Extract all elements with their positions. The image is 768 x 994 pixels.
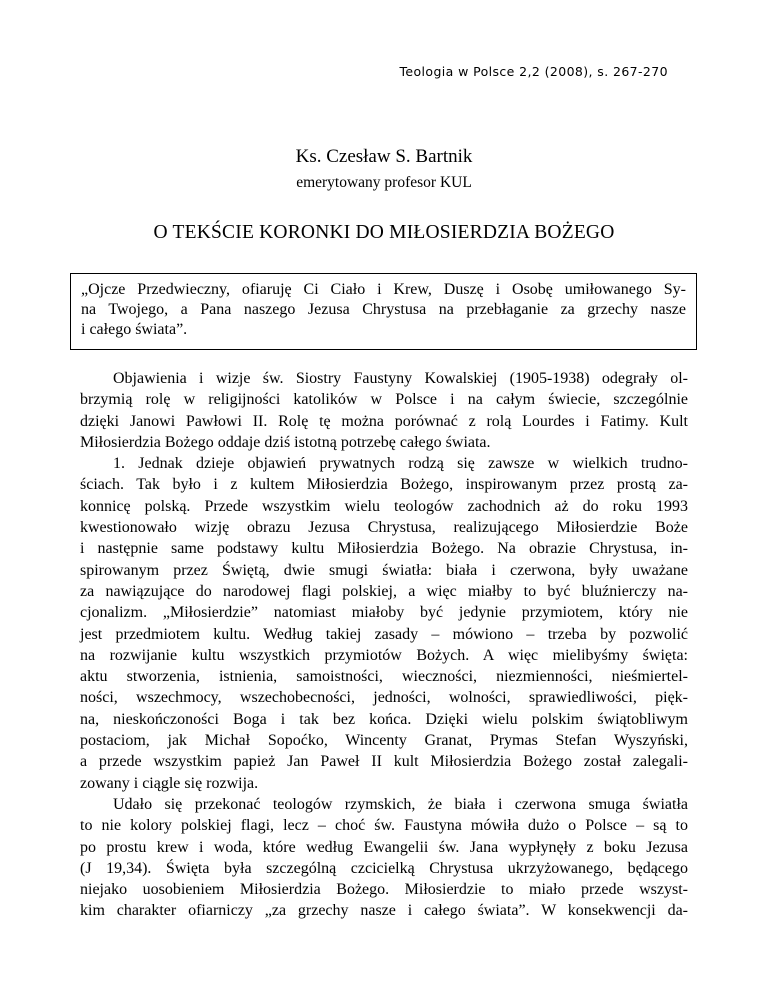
body-line: (J 19,34). Święta była szczególną czcicielką Chrystusa ukrzyżowanego, będącego	[80, 859, 688, 877]
prayer-line: na Twojego, a Pana naszego Jezusa Chrystusa na przebłaganie za grzechy nasze	[81, 301, 686, 318]
body-line: to nie kolory polskiej flagi, lecz – choć św. Faustyna mówiła dużo o Polsce – są to	[80, 817, 688, 835]
prayer-line: i całego świata”.	[81, 321, 188, 338]
body-line: cjonalizm. „Miłosierdzie” natomiast miałoby być jedynie przymiotem, który nie	[80, 604, 688, 622]
body-line: 1. Jednak dzieje objawień prywatnych rodzą się zawsze w wielkich trudno-	[113, 455, 688, 473]
body-line: jest przedmiotem kultu. Według takiej zasady – mówiono – trzeba by pozwolić	[80, 625, 688, 643]
body-line: ściach. Tak było i z kultem Miłosierdzia Bożego, inspirowanym przez prostą za-	[80, 476, 688, 494]
body-line: za nawiązujące do narodowej flagi polskiej, a więc miałby to być bluźnierczy na-	[80, 582, 688, 600]
body-line: Objawienia i wizje św. Siostry Faustyny Kowalskiej (1905-1938) odegrały ol-	[113, 370, 688, 387]
body-line: na rozwijanie kultu wszystkich przymiotów Bożych. A więc mielibyśmy święta:	[80, 646, 688, 664]
body-line: aktu stworzenia, istnienia, samoistności, wieczności, niezmienności, nieśmiertel-	[80, 668, 688, 686]
author-name: Ks. Czesław S. Bartnik	[295, 146, 473, 167]
body-line: po prostu krew i woda, które według Ewangelii św. Jana wypłynęły z boku Jezusa	[80, 838, 688, 856]
body-line: zowany i ciągle się rozwija.	[80, 774, 259, 792]
body-line: na, nieskończoności Boga i tak bez końca. Dzięki wielu polskim świątobliwym	[80, 710, 688, 728]
body-line: dzięki Janowi Pawłowi II. Rolę tę można porównać z rolą Lourdes i Fatimy. Kult	[80, 412, 688, 430]
article-title: O TEKŚCIE KORONKI DO MIŁOSIERDZIA BOŻEGO	[153, 222, 615, 243]
body-line: Miłosierdzia Bożego oddaje dziś istotną potrzebę całego świata.	[80, 433, 491, 451]
prayer-quote-box	[70, 273, 697, 350]
body-line: ności, wszechmocy, wszechobecności, jedności, wolności, sprawiedliwości, pięk-	[80, 689, 688, 707]
body-line: kwestionowało wizję obrazu Jezusa Chrystusa, realizującego Miłosierdzie Boże	[80, 519, 688, 537]
body-line: kim charakter ofiarniczy „za grzechy nasze i całego świata”. W konsekwencji da-	[80, 902, 688, 920]
body-line: i następnie same podstawy kultu Miłosierdzia Bożego. Na obrazie Chrystusa, in-	[80, 540, 688, 558]
body-line: niejako uosobieniem Miłosierdzia Bożego. Miłosierdzie to miało przede wszyst-	[80, 881, 688, 899]
journal-reference: Teologia w Polsce 2,2 (2008), s. 267-270	[399, 64, 668, 79]
body-line: konnicę polską. Przede wszystkim wielu teologów zachodnich aż do roku 1993	[80, 497, 688, 515]
body-line: a przede wszystkim papież Jan Paweł II kult Miłosierdzia Bożego został zalegali-	[80, 753, 688, 771]
body-line: brzymią rolę w religijności katolików w Polsce i na całym świecie, szczególnie	[80, 391, 688, 409]
body-line: Udało się przekonać teologów rzymskich, że biała i czerwona smuga światła	[113, 795, 688, 813]
body-line: spirowanym przez Świętą, dwie smugi światła: biała i czerwona, były uważane	[80, 561, 688, 579]
article-body	[80, 368, 688, 922]
body-line: postaciom, jak Michał Sopoćko, Wincenty Granat, Prymas Stefan Wyszyński,	[80, 732, 688, 750]
prayer-line: „Ojcze Przedwieczny, ofiaruję Ci Ciało i Krew, Duszę i Osobę umiłowanego Sy-	[81, 281, 686, 298]
author-affiliation: emerytowany profesor KUL	[296, 174, 472, 191]
